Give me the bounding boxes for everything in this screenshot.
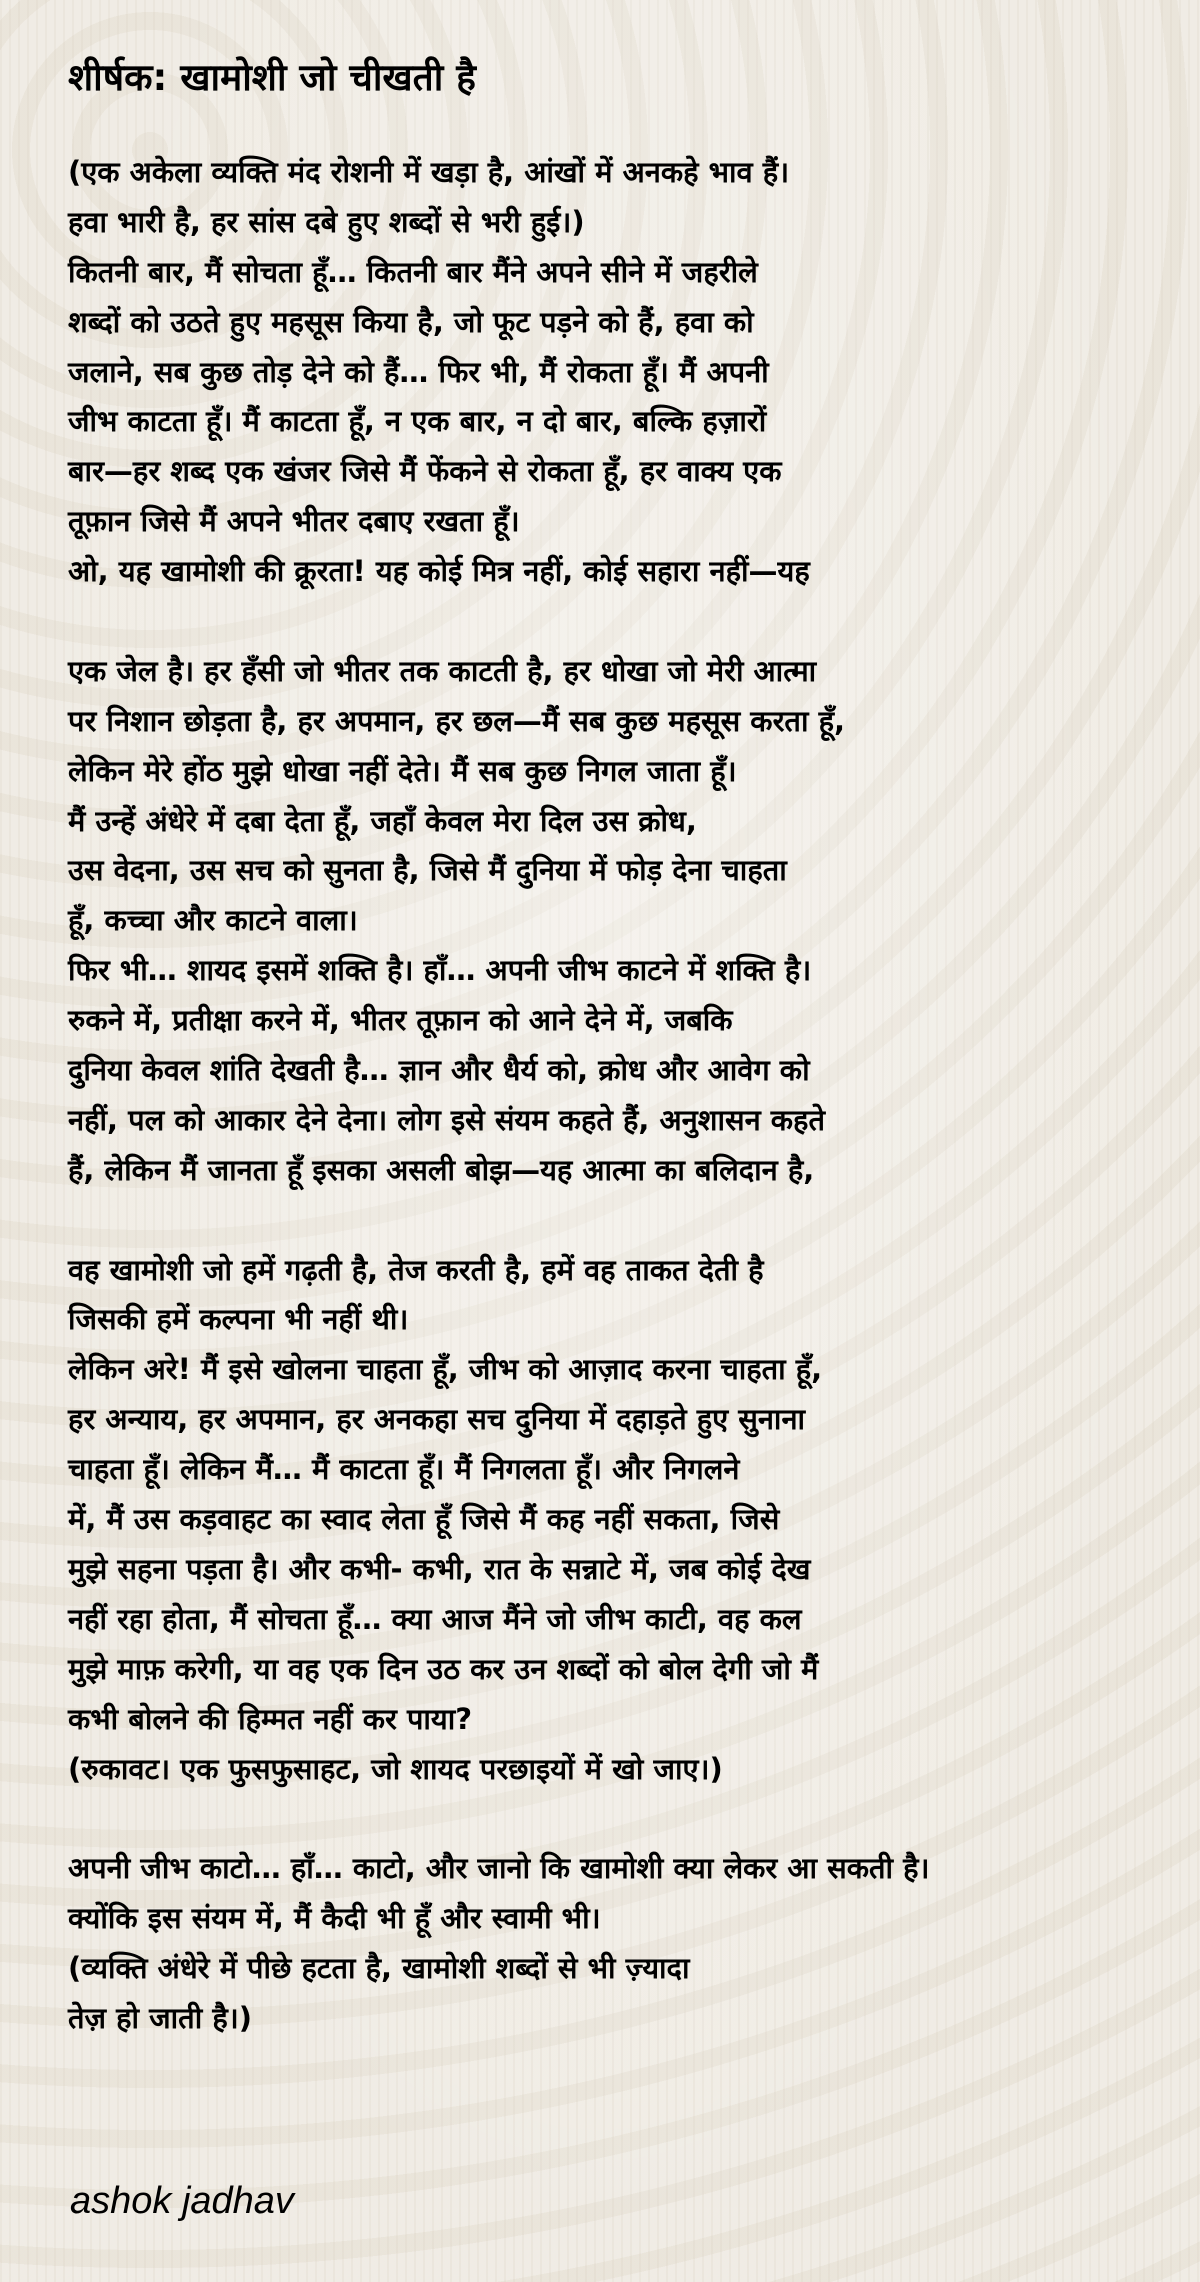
- poem-line: मुझे माफ़ करेगी, या वह एक दिन उठ कर उन शब्दों को बोल देगी जो मैं: [68, 1651, 819, 1686]
- poem-line: तूफ़ान जिसे मैं अपने भीतर दबाए रखता हूँ।: [68, 504, 520, 539]
- poem-line: नहीं, पल को आकार देने देना। लोग इसे संयम कहते हैं, अनुशासन कहते: [68, 1102, 825, 1137]
- poem-line: लेकिन मेरे होंठ मुझे धोखा नहीं देते। मैं सब कुछ निगल जाता हूँ।: [68, 753, 737, 788]
- poem-line: हूँ, कच्चा और काटने वाला।: [68, 903, 358, 938]
- poem-line: वह खामोशी जो हमें गढ़ती है, तेज करती है, हमें वह ताकत देती है: [68, 1252, 764, 1287]
- poem-line: (रुकावट। एक फुसफुसाहट, जो शायद परछाइयों में खो जाए।): [68, 1751, 723, 1786]
- poem-line: मैं उन्हें अंधेरे में दबा देता हूँ, जहाँ केवल मेरा दिल उस क्रोध,: [68, 803, 697, 838]
- stanza-break: [68, 1196, 1178, 1246]
- poem-line: हैं, लेकिन मैं जानता हूँ इसका असली बोझ—यह आत्मा का बलिदान है,: [68, 1152, 815, 1187]
- poem-line: तेज़ हो जाती है।): [68, 2000, 252, 2035]
- stanza-break: [68, 597, 1178, 647]
- poem-line: (व्यक्ति अंधेरे में पीछे हटता है, खामोशी शब्दों से भी ज़्यादा: [68, 1951, 690, 1986]
- poem-line: पर निशान छोड़ता है, हर अपमान, हर छल—मैं सब कुछ महसूस करता हूँ,: [68, 703, 845, 738]
- poem-line: रुकने में, प्रतीक्षा करने में, भीतर तूफ़ान को आने देने में, जबकि: [68, 1003, 733, 1038]
- poem-line: मुझे सहना पड़ता है। और कभी- कभी, रात के सन्नाटे में, जब कोई देख: [68, 1551, 811, 1586]
- poem-line: जिसकी हमें कल्पना भी नहीं थी।: [68, 1302, 409, 1337]
- poem-line: उस वेदना, उस सच को सुनता है, जिसे मैं दुनिया में फोड़ देना चाहता: [68, 853, 787, 888]
- poem-line: हर अन्याय, हर अपमान, हर अनकहा सच दुनिया में दहाड़ते हुए सुनाना: [68, 1402, 806, 1437]
- poem-line: फिर भी… शायद इसमें शक्ति है। हाँ… अपनी जीभ काटने में शक्ति है।: [68, 953, 812, 988]
- poem-line: एक जेल है। हर हँसी जो भीतर तक काटती है, हर धोखा जो मेरी आत्मा: [68, 653, 817, 688]
- author-name: ashok jadhav: [70, 2180, 294, 2222]
- poem-line: अपनी जीभ काटो… हाँ… काटो, और जानो कि खामोशी क्या लेकर आ सकती है।: [68, 1851, 930, 1886]
- poem-line: शब्दों को उठते हुए महसूस किया है, जो फूट पड़ने को हैं, हवा को: [68, 304, 754, 339]
- poem-line: जलाने, सब कुछ तोड़ देने को हैं… फिर भी, मैं रोकता हूँ। मैं अपनी: [68, 354, 769, 389]
- poem-line: (एक अकेला व्यक्ति मंद रोशनी में खड़ा है, आंखों में अनकहे भाव हैं।: [68, 155, 790, 189]
- poem-line: नहीं रहा होता, मैं सोचता हूँ… क्या आज मैंने जो जीभ काटी, वह कल: [68, 1601, 802, 1636]
- poem-line: बार—हर शब्द एक खंजर जिसे मैं फेंकने से रोकता हूँ, हर वाक्य एक: [68, 454, 782, 489]
- poem-line: जीभ काटता हूँ। मैं काटता हूँ, न एक बार, न दो बार, बल्कि हज़ारों: [68, 404, 767, 439]
- poem-line: दुनिया केवल शांति देखती है… ज्ञान और धैर्य को, क्रोध और आवेग को: [68, 1053, 810, 1088]
- poem-line: चाहता हूँ। लेकिन मैं… मैं काटता हूँ। मैं निगलता हूँ। और निगलने: [68, 1452, 740, 1487]
- poem-line: हवा भारी है, हर सांस दबे हुए शब्दों से भरी हुई।): [68, 204, 585, 239]
- poem-line: कितनी बार, मैं सोचता हूँ… कितनी बार मैंने अपने सीने में जहरीले: [68, 254, 758, 289]
- poem-line: क्योंकि इस संयम में, मैं कैदी भी हूँ और स्वामी भी।: [68, 1901, 601, 1936]
- poem-line: कभी बोलने की हिम्मत नहीं कर पाया?: [68, 1701, 473, 1736]
- poem-body: [68, 148, 1178, 2044]
- poem-line: लेकिन अरे! मैं इसे खोलना चाहता हूँ, जीभ को आज़ाद करना चाहता हूँ,: [68, 1352, 823, 1387]
- poem-line: में, मैं उस कड़वाहट का स्वाद लेता हूँ जिसे मैं कह नहीं सकता, जिसे: [68, 1502, 780, 1537]
- poem-line: ओ, यह खामोशी की क्रूरता! यह कोई मित्र नहीं, कोई सहारा नहीं—यह: [68, 554, 810, 589]
- poem-title: शीर्षक: खामोशी जो चीखती है: [68, 56, 476, 99]
- stanza-break: [68, 1794, 1178, 1844]
